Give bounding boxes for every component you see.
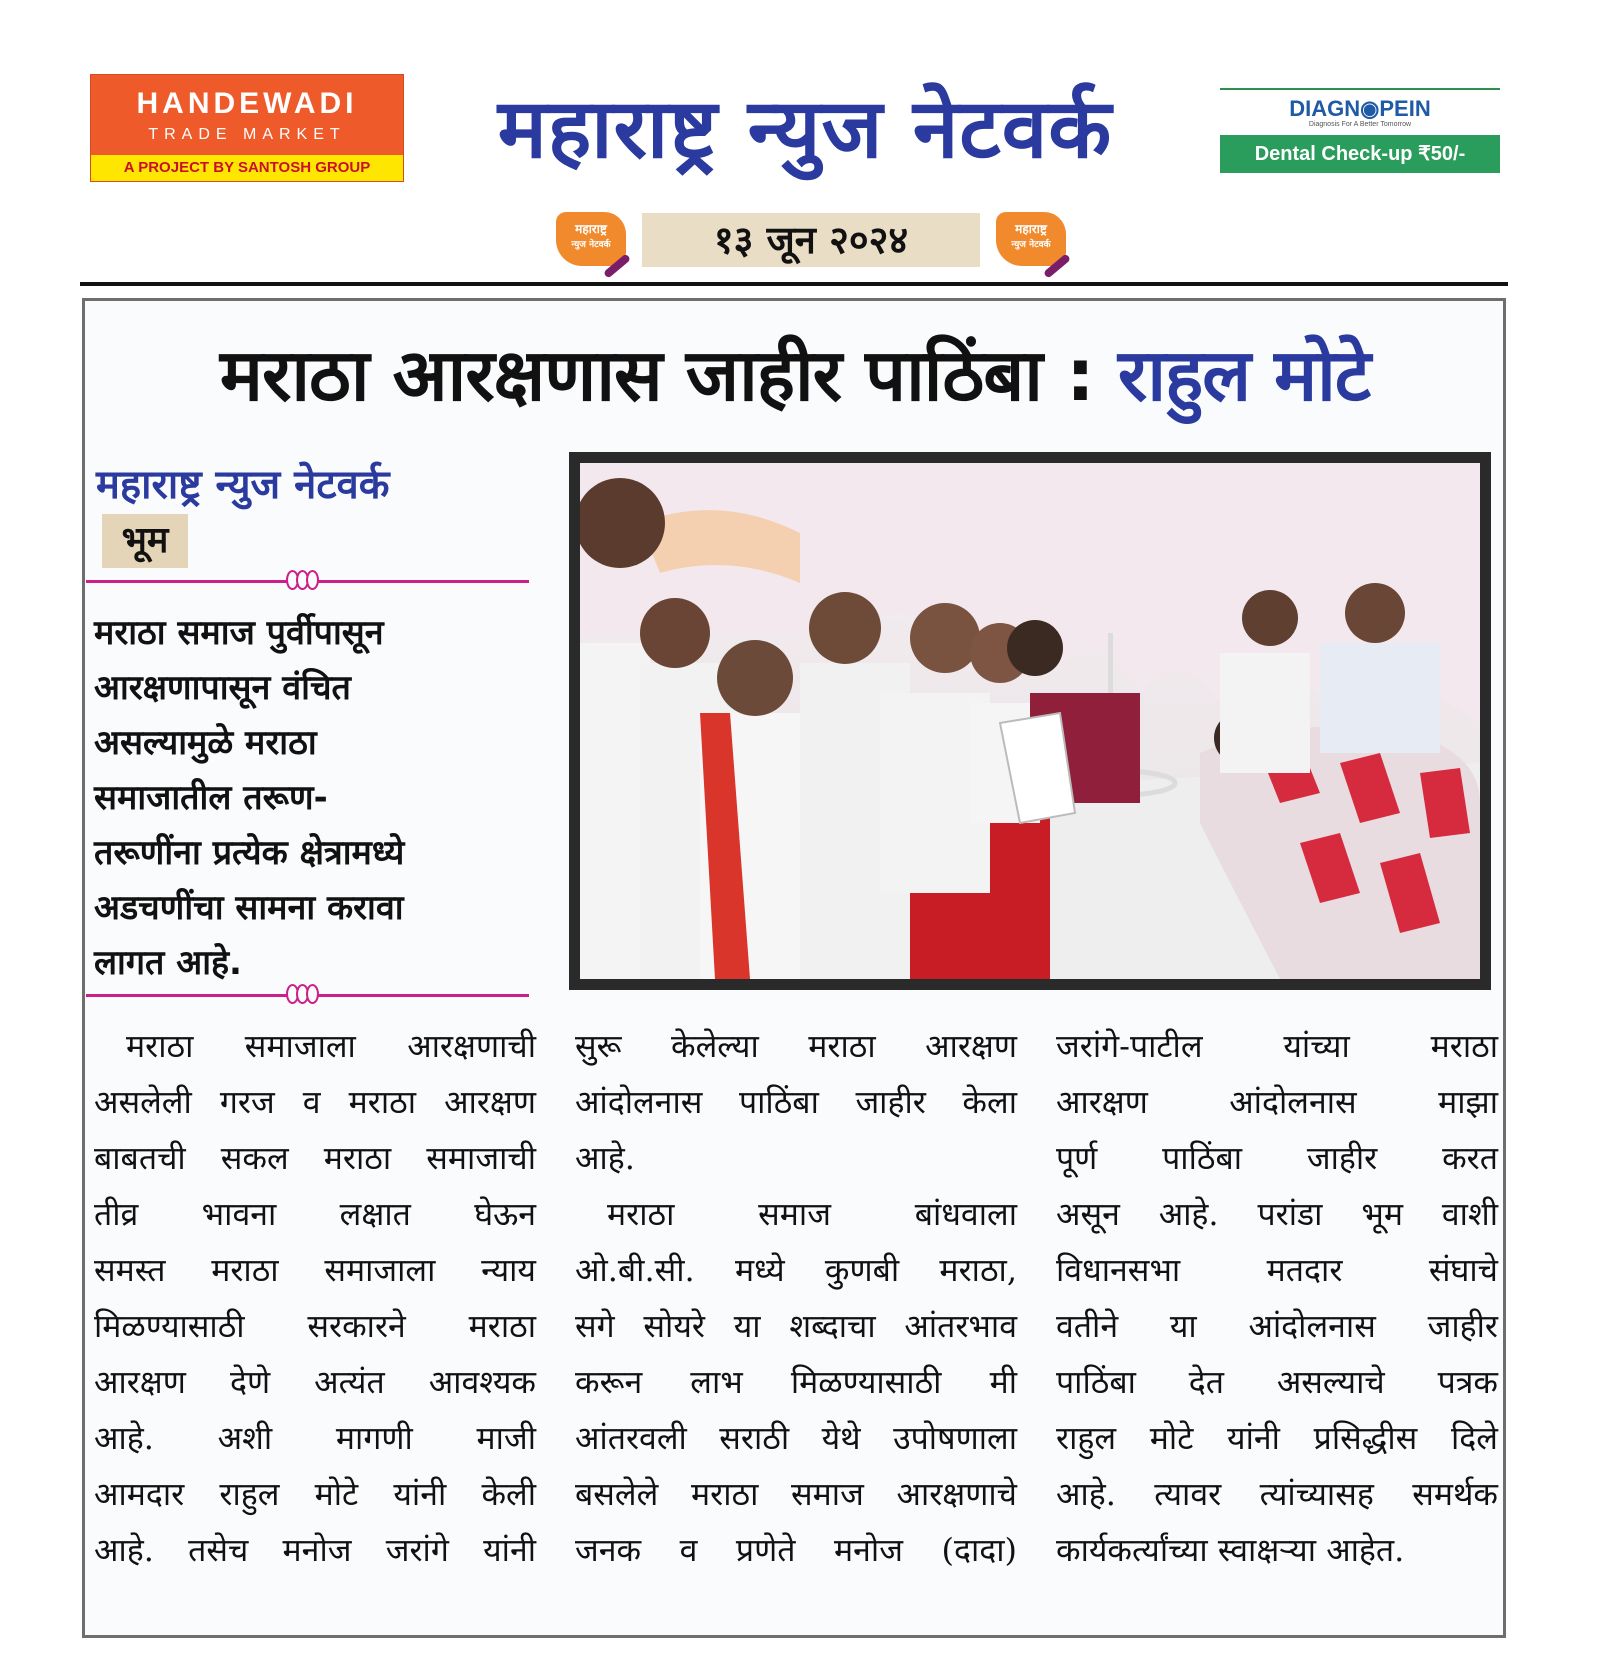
badge-line2: न्युज नेटवर्क (571, 240, 611, 250)
column-line: बसलेले मराठा समाज आरक्षणाचे (575, 1475, 1017, 1513)
photo-illustration (580, 463, 1480, 979)
pullquote-line: तरूणींना प्रत्येक क्षेत्रामध्ये (94, 833, 405, 873)
column-line: कार्यकर्त्यांच्या स्वाक्षऱ्या आहेत. (1056, 1531, 1405, 1569)
column-line: आंदोलनास पाठिंबा जाहीर केला (575, 1083, 1017, 1121)
article-column-1 (94, 1018, 536, 1578)
column-line: जनक व प्रणेते मनोज (दादा) (575, 1531, 1017, 1569)
newspaper-masthead: महाराष्ट्र न्युज नेटवर्क (497, 82, 1113, 177)
pullquote-line: आरक्षणापासून वंचित (94, 668, 351, 708)
column-line: असलेली गरज व मराठा आरक्षण (94, 1083, 536, 1121)
column-line: सगे सोयरे या शब्दाचा आंतरभाव (575, 1307, 1017, 1345)
microphone-icon (1043, 253, 1071, 278)
column-line: बाबतची सकल मराठा समाजाची (94, 1139, 536, 1177)
handewadi-ad[interactable] (90, 74, 404, 182)
column-line: असून आहे. परांडा भूम वाशी (1056, 1195, 1498, 1233)
pullquote-line: समाजातील तरूण- (94, 778, 328, 818)
column-line: आहे. तसेच मनोज जरांगे यांनी (94, 1531, 536, 1569)
pullquote-line: असल्यामुळे मराठा (94, 723, 317, 763)
column-line: आमदार राहुल मोटे यांनी केली (94, 1475, 536, 1513)
ad-tagline: A PROJECT BY SANTOSH GROUP (91, 155, 403, 181)
pullquote-line: अडचणींचा सामना करावा (94, 888, 404, 928)
column-line: मराठा समाजाला आरक्षणाची (126, 1027, 536, 1065)
header-divider (80, 282, 1508, 286)
article-headline (90, 315, 1500, 435)
column-line: राहुल मोटे यांनी प्रसिद्धीस दिले (1056, 1419, 1498, 1457)
column-line: समस्त मराठा समाजाला न्याय (94, 1251, 536, 1289)
headline-main: मराठा आरक्षणास जाहीर पाठिंबा : (219, 333, 1118, 417)
column-line: आरक्षण आंदोलनास माझा (1056, 1083, 1498, 1121)
article-column-3 (1056, 1018, 1498, 1578)
article-column-2 (575, 1018, 1017, 1578)
column-line: पूर्ण पाठिंबा जाहीर करत (1056, 1139, 1498, 1177)
column-line: पाठिंबा देत असल्याचे पत्रक (1056, 1363, 1498, 1401)
headline-name: राहुल मोटे (1117, 333, 1371, 417)
column-line: वतीने या आंदोलनास जाहीर (1056, 1307, 1498, 1345)
pullquote (94, 606, 534, 991)
column-line: सुरू केलेल्या मराठा आरक्षण (575, 1027, 1017, 1065)
pullquote-top-rule (86, 580, 529, 583)
column-line: आहे. (575, 1139, 635, 1177)
column-line: तीव्र भावना लक्षात घेऊन (94, 1195, 536, 1233)
pullquote-line: लागत आहे. (94, 943, 242, 983)
ad-brand: DIAGN◉PEIN (1289, 96, 1431, 121)
ornament-icon (286, 570, 322, 592)
column-line: ओ.बी.सी. मध्ये कुणबी मराठा, (575, 1251, 1017, 1289)
dateline-place: भूम (102, 514, 188, 568)
column-line: करून लाभ मिळण्यासाठी मी (575, 1363, 1017, 1401)
column-line: आहे. त्यावर त्यांच्यासह समर्थक (1056, 1475, 1498, 1513)
badge-line1: महाराष्ट्र (575, 222, 607, 236)
badge-line1: महाराष्ट्र (1015, 222, 1047, 236)
ad-divider (1220, 88, 1500, 90)
ad-offer: Dental Check-up ₹50/- (1220, 135, 1500, 173)
column-line: आहे. अशी मागणी माजी (94, 1419, 536, 1457)
ad-tagline: Diagnosis For A Better Tomorrow (1308, 121, 1412, 128)
column-line: मराठा समाज बांधवाला (607, 1195, 1017, 1233)
pullquote-bottom-rule (86, 994, 529, 997)
channel-badge-logo (556, 212, 626, 266)
diagnopein-ad[interactable] (1220, 88, 1500, 173)
badge-line2: न्युज नेटवर्क (1011, 240, 1051, 250)
issue-date: १३ जून २०२४ (642, 213, 980, 267)
pullquote-line: मराठा समाज पुर्वीपासून (94, 613, 384, 653)
column-line: मिळण्यासाठी सरकारने मराठा (94, 1307, 536, 1345)
ornament-icon (286, 984, 322, 1006)
column-line: विधानसभा मतदार संघाचे (1056, 1251, 1498, 1289)
column-line: आरक्षण देणे अत्यंत आवश्यक (94, 1363, 536, 1401)
ad-subtitle: TRADE MARKET (148, 126, 346, 143)
news-photo[interactable] (580, 463, 1480, 979)
channel-badge-logo (996, 212, 1066, 266)
ad-title: HANDEWADI (136, 87, 358, 120)
microphone-icon (603, 253, 631, 278)
byline: महाराष्ट्र न्युज नेटवर्क (96, 462, 390, 508)
column-line: आंतरवली सराठी येथे उपोषणाला (575, 1419, 1017, 1457)
column-line: जरांगे-पाटील यांच्या मराठा (1056, 1027, 1498, 1065)
